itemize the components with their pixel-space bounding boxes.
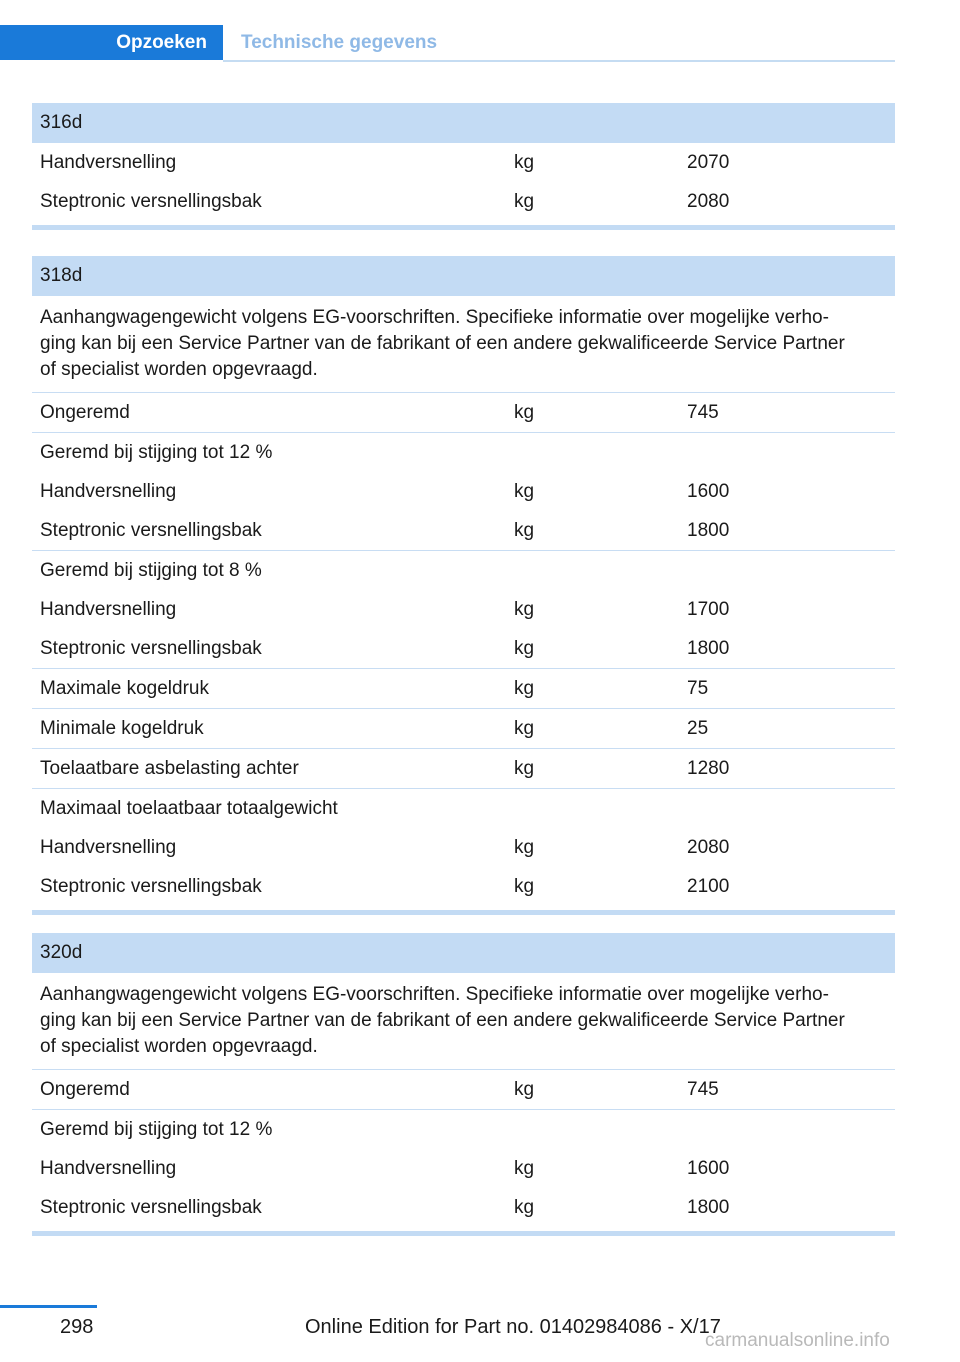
row-value: 1280	[687, 758, 730, 779]
tab-opzoeken[interactable]: Opzoeken	[0, 25, 223, 60]
table-bottom-bar	[32, 910, 895, 915]
row-value: 745	[687, 402, 719, 423]
row-unit: kg	[514, 481, 535, 502]
row-value: 25	[687, 718, 709, 739]
table-note	[32, 296, 895, 392]
row-unit: kg	[514, 758, 535, 779]
table-row	[32, 629, 895, 668]
table-320d	[32, 933, 895, 1236]
table-header: 320d	[32, 933, 895, 973]
row-unit: kg	[514, 1197, 535, 1218]
row-label: Steptronic versnellingsbak	[40, 191, 262, 212]
table-bottom-bar	[32, 1231, 895, 1236]
table-318d	[32, 256, 895, 915]
table-row	[32, 432, 895, 472]
row-value: 2100	[687, 876, 730, 897]
table-row	[32, 143, 895, 182]
table-row	[32, 182, 895, 221]
table-316d	[32, 103, 895, 230]
row-unit: kg	[514, 638, 535, 659]
row-label: Ongeremd	[40, 402, 130, 423]
row-value: 1800	[687, 1197, 730, 1218]
row-value: 1600	[687, 481, 730, 502]
row-label: Handversnelling	[40, 599, 177, 620]
row-unit: kg	[514, 599, 535, 620]
table-row	[32, 867, 895, 906]
tab-underline	[223, 60, 895, 62]
row-label: Handversnelling	[40, 152, 177, 173]
row-unit: kg	[514, 837, 535, 858]
row-value: 75	[687, 678, 709, 699]
row-label: Geremd bij stijging tot 12 %	[40, 442, 273, 463]
row-label: Maximaal toelaatbaar totaalgewicht	[40, 798, 338, 819]
footer-accent-line	[0, 1305, 97, 1308]
row-label: Steptronic versnellingsbak	[40, 638, 262, 659]
table-row	[32, 550, 895, 590]
row-label: Steptronic versnellingsbak	[40, 520, 262, 541]
row-value: 2080	[687, 191, 730, 212]
page-number: 298	[60, 1316, 94, 1338]
note-line: of specialist worden opgevraagd.	[40, 1036, 318, 1057]
table-row	[32, 1188, 895, 1227]
row-label: Toelaatbare asbelasting achter	[40, 758, 299, 779]
watermark: carmanualsonline.info	[705, 1330, 890, 1351]
row-label: Maximale kogeldruk	[40, 678, 209, 699]
row-label: Handversnelling	[40, 837, 177, 858]
row-unit: kg	[514, 718, 535, 739]
row-unit: kg	[514, 1158, 535, 1179]
note-line: ging kan bij een Service Partner van de fabrikant of een andere gekwalificeerde Service Partner	[40, 1010, 845, 1031]
row-value: 1800	[687, 638, 730, 659]
row-label: Steptronic versnellingsbak	[40, 876, 262, 897]
table-row	[32, 472, 895, 511]
note-line: Aanhangwagengewicht volgens EG-voorschriften. Specifieke informatie over mogelijke verho-	[40, 984, 829, 1005]
table-row	[32, 828, 895, 867]
table-row	[32, 1109, 895, 1149]
table-header: 316d	[32, 103, 895, 143]
table-row	[32, 748, 895, 788]
note-line: Aanhangwagengewicht volgens EG-voorschriften. Specifieke informatie over mogelijke verho-	[40, 307, 829, 328]
table-note	[32, 973, 895, 1069]
table-row	[32, 1149, 895, 1188]
table-row	[32, 590, 895, 629]
row-label: Handversnelling	[40, 481, 177, 502]
row-value: 2080	[687, 837, 730, 858]
row-value: 1700	[687, 599, 730, 620]
row-unit: kg	[514, 520, 535, 541]
row-label: Geremd bij stijging tot 12 %	[40, 1119, 273, 1140]
row-label: Handversnelling	[40, 1158, 177, 1179]
row-value: 2070	[687, 152, 730, 173]
row-unit: kg	[514, 152, 535, 173]
table-header: 318d	[32, 256, 895, 296]
row-unit: kg	[514, 678, 535, 699]
row-label: Minimale kogeldruk	[40, 718, 204, 739]
row-unit: kg	[514, 876, 535, 897]
row-label: Geremd bij stijging tot 8 %	[40, 560, 262, 581]
table-row	[32, 788, 895, 828]
table-row	[32, 708, 895, 748]
table-bottom-bar	[32, 225, 895, 230]
note-line: ging kan bij een Service Partner van de fabrikant of een andere gekwalificeerde Service Partner	[40, 333, 845, 354]
table-row	[32, 1069, 895, 1109]
table-row	[32, 511, 895, 550]
row-unit: kg	[514, 191, 535, 212]
tab-technische-gegevens[interactable]: Technische gegevens	[241, 31, 438, 53]
row-unit: kg	[514, 402, 535, 423]
table-row	[32, 392, 895, 432]
row-label: Steptronic versnellingsbak	[40, 1197, 262, 1218]
header-tabbar	[0, 25, 895, 62]
note-line: of specialist worden opgevraagd.	[40, 359, 318, 380]
row-value: 1600	[687, 1158, 730, 1179]
row-value: 1800	[687, 520, 730, 541]
edition-text: Online Edition for Part no. 01402984086 - X/17	[305, 1316, 721, 1338]
row-unit: kg	[514, 1079, 535, 1100]
table-row	[32, 668, 895, 708]
row-label: Ongeremd	[40, 1079, 130, 1100]
row-value: 745	[687, 1079, 719, 1100]
